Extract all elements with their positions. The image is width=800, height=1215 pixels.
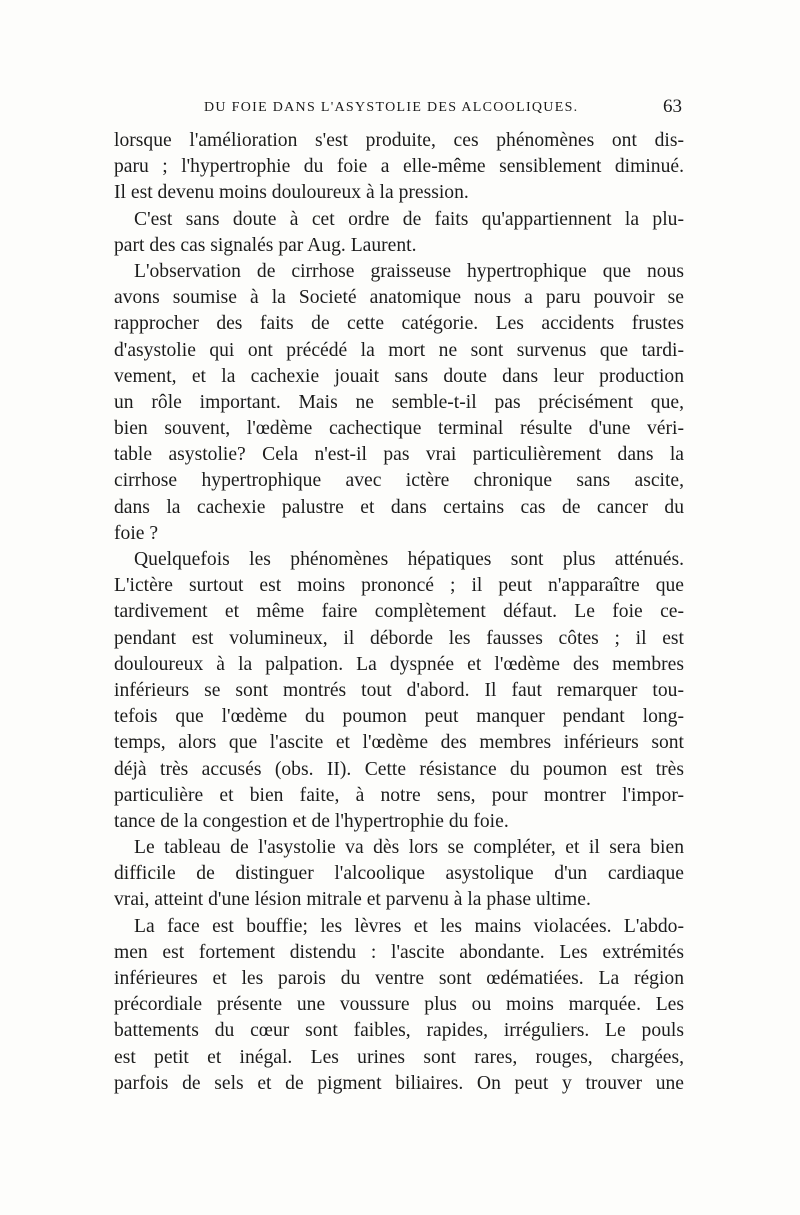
text-line: tance de la congestion et de l'hypertrophie du foie. xyxy=(114,810,509,832)
text-line: douloureux à la palpation. La dyspnée et l'œdème des membres xyxy=(114,653,684,675)
text-line: difficile de distinguer l'alcoolique asystolique d'un cardiaque xyxy=(114,863,684,885)
text-line: rapprocher des faits de cette catégorie. Les accidents frustes xyxy=(114,313,684,335)
text-line: C'est sans doute à cet ordre de faits qu'appartiennent la plu- xyxy=(134,208,684,230)
text-line: L'observation de cirrhose graisseuse hypertrophique que nous xyxy=(134,260,684,282)
text-line: Quelquefois les phénomènes hépatiques sont plus atténués. xyxy=(134,549,684,570)
text-line: lorsque l'amélioration s'est produite, ces phénomènes ont dis- xyxy=(114,130,684,151)
text-line: paru ; l'hypertrophie du foie a elle-même sensiblement diminué. xyxy=(114,156,684,178)
text-line: L'ictère surtout est moins prononcé ; il peut n'apparaître que xyxy=(114,575,684,597)
text-line: est petit et inégal. Les urines sont rares, rouges, chargées, xyxy=(114,1046,684,1068)
page-number: 63 xyxy=(663,96,682,117)
text-line: vement, et la cachexie jouait sans doute dans leur production xyxy=(114,365,684,387)
text-line: pendant est volumineux, il déborde les fausses côtes ; il est xyxy=(114,627,684,649)
page-header xyxy=(112,96,682,122)
body-text xyxy=(114,128,684,1097)
text-line: tardivement et même faire complètement défaut. Le foie ce- xyxy=(114,601,684,623)
text-line: parfois de sels et de pigment biliaires. On peut y trouver une xyxy=(114,1072,684,1094)
text-line: foie ? xyxy=(114,522,159,544)
text-line: bien souvent, l'œdème cachectique terminal résulte d'une véri- xyxy=(114,418,684,440)
text-line: men est fortement distendu : l'ascite abondante. Les extrémités xyxy=(114,941,684,963)
text-line: particulière et bien faite, à notre sens, pour montrer l'impor- xyxy=(114,784,684,806)
text-line: inférieurs se sont montrés tout d'abord. Il faut remarquer tou- xyxy=(114,679,684,701)
text-line: table asystolie? Cela n'est-il pas vrai particulièrement dans la xyxy=(114,444,684,466)
running-head: DU FOIE DANS L'ASYSTOLIE DES ALCOOLIQUES. xyxy=(204,100,579,115)
text-line: cirrhose hypertrophique avec ictère chronique sans ascite, xyxy=(114,470,684,492)
text-line: temps, alors que l'ascite et l'œdème des membres inférieurs sont xyxy=(114,732,684,754)
text-line: tefois que l'œdème du poumon peut manquer pendant long- xyxy=(114,706,684,728)
text-line: battements du cœur sont faibles, rapides, irréguliers. Le pouls xyxy=(114,1020,684,1042)
text-line: vrai, atteint d'une lésion mitrale et parvenu à la phase ultime. xyxy=(114,889,591,911)
text-line: précordiale présente une voussure plus ou moins marquée. Les xyxy=(114,994,684,1016)
text-line: La face est bouffie; les lèvres et les mains violacées. L'abdo- xyxy=(134,915,684,937)
text-line: inférieures et les parois du ventre sont œdématiées. La région xyxy=(114,968,684,989)
text-line: Il est devenu moins douloureux à la pression. xyxy=(114,182,469,204)
text-line: dans la cachexie palustre et dans certains cas de cancer du xyxy=(114,496,684,518)
text-line: avons soumise à la Societé anatomique nous a paru pouvoir se xyxy=(114,287,684,309)
text-line: Le tableau de l'asystolie va dès lors se compléter, et il sera bien xyxy=(134,837,684,859)
text-line: part des cas signalés par Aug. Laurent. xyxy=(114,234,417,256)
text-line: d'asystolie qui ont précédé la mort ne sont survenus que tardi- xyxy=(114,339,684,361)
text-line: déjà très accusés (obs. II). Cette résistance du poumon est très xyxy=(114,758,684,780)
text-line: un rôle important. Mais ne semble-t-il pas précisément que, xyxy=(114,391,684,413)
